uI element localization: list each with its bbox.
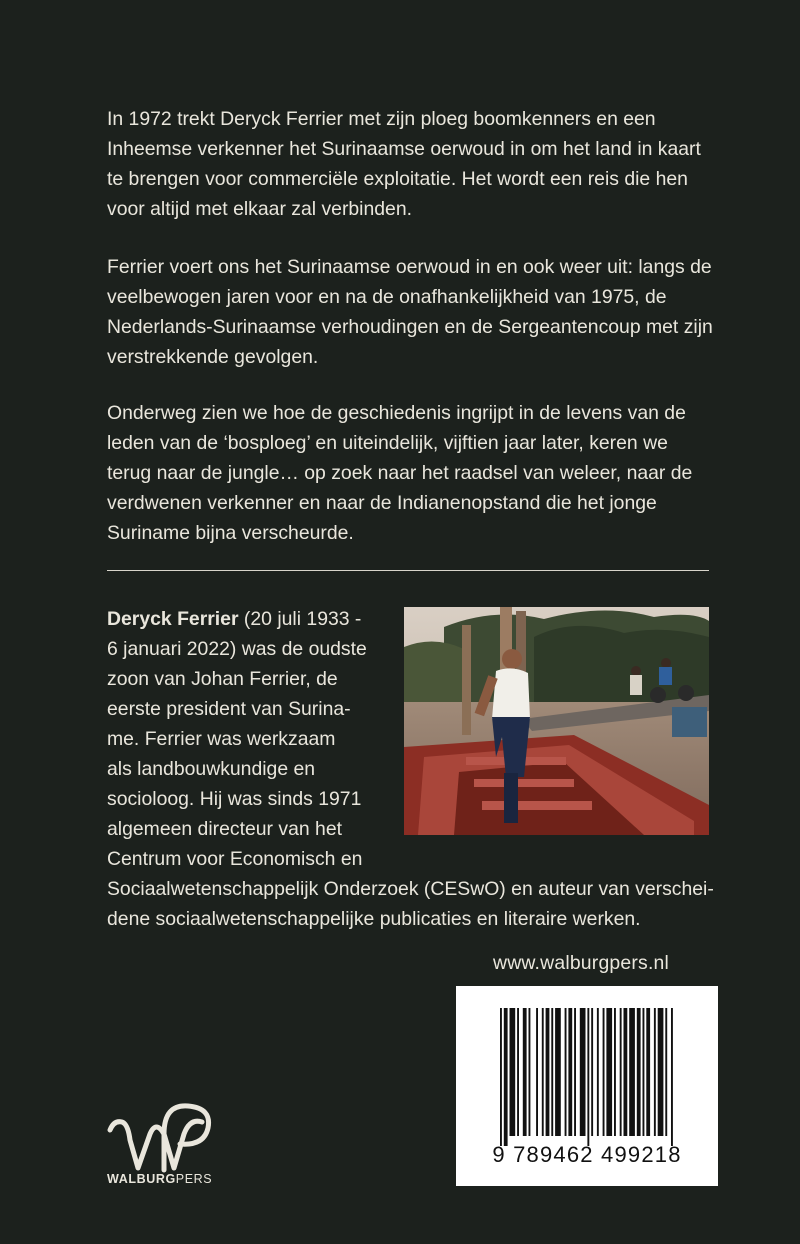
bio-line: dene sociaalwetenschappelijke publicaties en literaire werken. <box>107 908 641 930</box>
barcode-bar <box>574 1008 576 1136</box>
publisher-name-bold: WALBURG <box>107 1172 176 1186</box>
barcode-bar <box>565 1008 567 1136</box>
bio-line: 6 januari 2022) was de oudste <box>107 638 367 660</box>
barcode-bar <box>510 1008 516 1136</box>
barcode-bars <box>456 986 718 1146</box>
barcode-bar <box>606 1008 612 1136</box>
bio-line: als landbouwkundige en <box>107 758 316 780</box>
bio-line: Centrum voor Economisch en <box>107 848 363 870</box>
barcode-bar <box>671 1008 673 1146</box>
isbn-barcode <box>456 986 718 1186</box>
bio-line: zoon van Johan Ferrier, de <box>107 668 338 690</box>
barcode-bar <box>624 1008 628 1136</box>
barcode-bar <box>555 1008 561 1136</box>
barcode-bar <box>580 1008 586 1136</box>
publisher-name <box>107 1172 212 1186</box>
bio-line: Sociaalwetenschappelijk Onderzoek (CESwO) en auteur van verschei- <box>107 878 714 900</box>
blurb-paragraph-2: Ferrier voert ons het Surinaamse oerwoud in en ook weer uit: langs de veelbewogen jaren voor en na de onafhankelijkheid van 1975, de Nederlands-Surinaamse verhoudingen en de Sergeantencoup met zijn verstrekkende gevolgen. <box>107 256 713 368</box>
barcode-bar <box>614 1008 616 1136</box>
author-photo <box>404 607 709 835</box>
barcode-bar <box>587 1008 589 1146</box>
barcode-bar <box>546 1008 550 1136</box>
barcode-bar <box>500 1008 502 1146</box>
section-divider <box>107 570 709 571</box>
blurb-paragraph-3: Onderweg zien we hoe de geschiedenis ingrijpt in de levens van de leden van de ‘bosploeg’ en uiteindelijk, vijftien jaar later, keren we terug naar de jungle… op zoek naar het raadsel van weleer, naar de verdwenen verkenner en naar de Indianenopstand die het jonge Suriname bijna verscheurde. <box>107 402 693 544</box>
barcode-bar <box>523 1008 527 1136</box>
barcode-bar <box>568 1008 572 1136</box>
barcode-bar <box>637 1008 641 1136</box>
bio-line: algemeen directeur van het <box>107 818 342 840</box>
barcode-bar <box>542 1008 544 1136</box>
bio-line: socioloog. Hij was sinds 1971 <box>107 788 362 810</box>
barcode-bar <box>591 1008 593 1136</box>
isbn-number: 9 789462 499218 <box>492 1142 682 1167</box>
barcode-bar <box>620 1008 622 1136</box>
barcode-bar <box>629 1008 635 1136</box>
barcode-bar <box>654 1008 656 1136</box>
author-name: Deryck Ferrier <box>107 608 239 630</box>
author-photo-illustration <box>404 607 709 835</box>
publisher-name-light: PERS <box>175 1172 213 1186</box>
barcode-bar <box>536 1008 538 1136</box>
barcode-bar <box>504 1008 508 1146</box>
barcode-bar <box>658 1008 664 1136</box>
bio-line: eerste president van Surina- <box>107 698 351 720</box>
barcode-bar <box>646 1008 650 1136</box>
barcode-bar <box>643 1008 645 1136</box>
blurb-paragraph-1: In 1972 trekt Deryck Ferrier met zijn ploeg boomkenners en een Inheemse verkenner het Surinaamse oerwoud in om het land in kaart te brengen voor commerciële exploitatie. Het wordt een reis die hen voor altijd met elkaar zal verbinden. <box>107 108 701 220</box>
barcode-bar <box>603 1008 605 1136</box>
barcode-bar <box>517 1008 519 1136</box>
barcode-bar <box>597 1008 599 1136</box>
bio-line-text: (20 juli 1933 - <box>238 608 362 630</box>
barcode-bar <box>551 1008 553 1136</box>
barcode-bar <box>529 1008 531 1136</box>
publisher-website: www.walburgpers.nl <box>493 952 670 974</box>
barcode-bar <box>665 1008 667 1136</box>
bio-line: me. Ferrier was werkzaam <box>107 728 336 750</box>
